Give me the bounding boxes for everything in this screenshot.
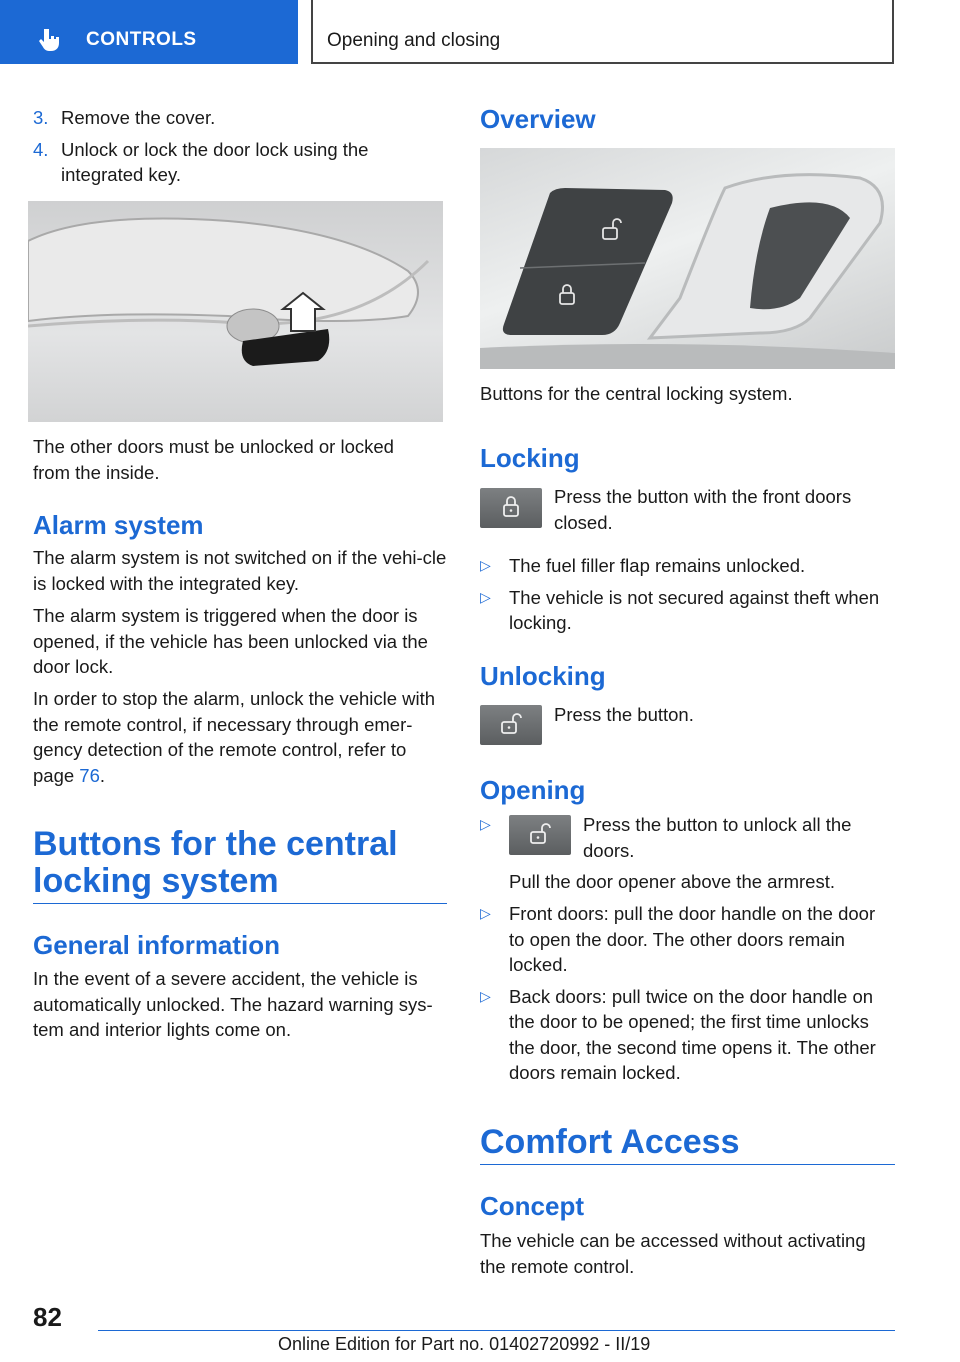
step-text: Remove the cover.: [61, 107, 216, 128]
step-list: [33, 105, 443, 188]
opening-instruction: Press the button to unlock all the doors.: [583, 814, 852, 861]
period: .: [99, 764, 106, 786]
opening-bullets: [480, 901, 895, 1086]
general-paragraph: In the event of a severe accident, the vehicle is automatically unlocked. The hazard warning sys-tem and interior lights come on.: [33, 968, 433, 1040]
section-tab: [0, 0, 298, 64]
paragraph: The other doors must be unlocked or locked from the inside.: [33, 436, 394, 483]
list-item: [480, 585, 895, 636]
triangle-bullet-icon: ▷: [480, 816, 491, 832]
section-label: CONTROLS: [86, 29, 197, 50]
bullet-text: The fuel filler flap remains unlocked.: [509, 555, 806, 576]
hand-pointer-icon: [38, 27, 64, 53]
list-item: [480, 984, 895, 1086]
alarm-heading: Alarm system: [33, 510, 204, 540]
unlocking-heading: Unlocking: [480, 661, 606, 691]
locking-heading: Locking: [480, 443, 580, 473]
unlock-button-image: [509, 815, 571, 855]
lock-button-image: [480, 488, 542, 528]
overview-heading: Overview: [480, 104, 596, 134]
unlocking-instruction: Press the button.: [554, 704, 694, 725]
locking-bullets: [480, 553, 895, 636]
list-item: [33, 137, 443, 188]
comfort-access-title: Comfort Access: [480, 1123, 740, 1161]
edition-text: Online Edition for Part no. 01402720992 - II/19: [278, 1334, 651, 1354]
page-number: 82: [33, 1302, 62, 1332]
list-item: [480, 553, 895, 579]
bullet-text: Back doors: pull twice on the door handle on the door to be opened; the first time unlocks the door, the second time opens it. The other doors remain locked.: [509, 985, 876, 1083]
chapter-title: Opening and closing: [327, 30, 501, 51]
alarm-paragraph-2: The alarm system is triggered when the door is opened, if the vehicle has been unlocked via the door lock.: [33, 605, 428, 677]
overview-caption: Buttons for the central locking system.: [480, 383, 793, 404]
concept-heading: Concept: [480, 1191, 584, 1221]
concept-paragraph: The vehicle can be accessed without activating the remote control.: [480, 1230, 866, 1277]
triangle-bullet-icon: ▷: [480, 905, 491, 921]
bullet-text: Front doors: pull the door handle on the door to open the door. The other doors remain locked.: [509, 903, 876, 975]
step-number: 4.: [33, 138, 49, 160]
alarm-text: In order to stop the alarm, unlock the vehicle with the remote control, if necessary through emer-gency detection of the remote control, refer to page: [33, 688, 436, 786]
opening-follow-text: Pull the door opener above the armrest.: [509, 871, 835, 892]
unlock-icon: [509, 815, 571, 855]
step-number: 3.: [33, 107, 49, 128]
chapter-header: [311, 0, 894, 64]
unlock-icon: [480, 705, 542, 745]
list-item: [33, 105, 443, 131]
footer-rule: [98, 1330, 895, 1331]
section-rule: [33, 903, 447, 904]
alarm-paragraph-1: The alarm system is not switched on if the vehi-cle is locked with the integrated key.: [33, 547, 447, 594]
page-link[interactable]: 76: [79, 764, 100, 786]
lock-icon: [480, 488, 542, 528]
door-lock-image: [28, 201, 443, 422]
list-item: [480, 901, 895, 978]
locking-instruction: Press the button with the front doors closed.: [554, 486, 852, 533]
alarm-paragraph-3: [33, 686, 448, 788]
bullet-text: The vehicle is not secured against theft when locking.: [509, 586, 880, 633]
triangle-bullet-icon: ▷: [480, 987, 491, 1004]
central-locking-buttons-image: [480, 148, 895, 369]
step-text: Unlock or lock the door lock using the integrated key.: [61, 138, 369, 185]
opening-heading: Opening: [480, 775, 586, 805]
triangle-bullet-icon: ▷: [480, 557, 491, 573]
section-rule: [480, 1164, 895, 1165]
buttons-section-title: Buttons for the central locking system: [33, 825, 398, 900]
unlock-button-image: [480, 705, 542, 745]
triangle-bullet-icon: ▷: [480, 588, 491, 605]
general-heading: General information: [33, 930, 281, 960]
